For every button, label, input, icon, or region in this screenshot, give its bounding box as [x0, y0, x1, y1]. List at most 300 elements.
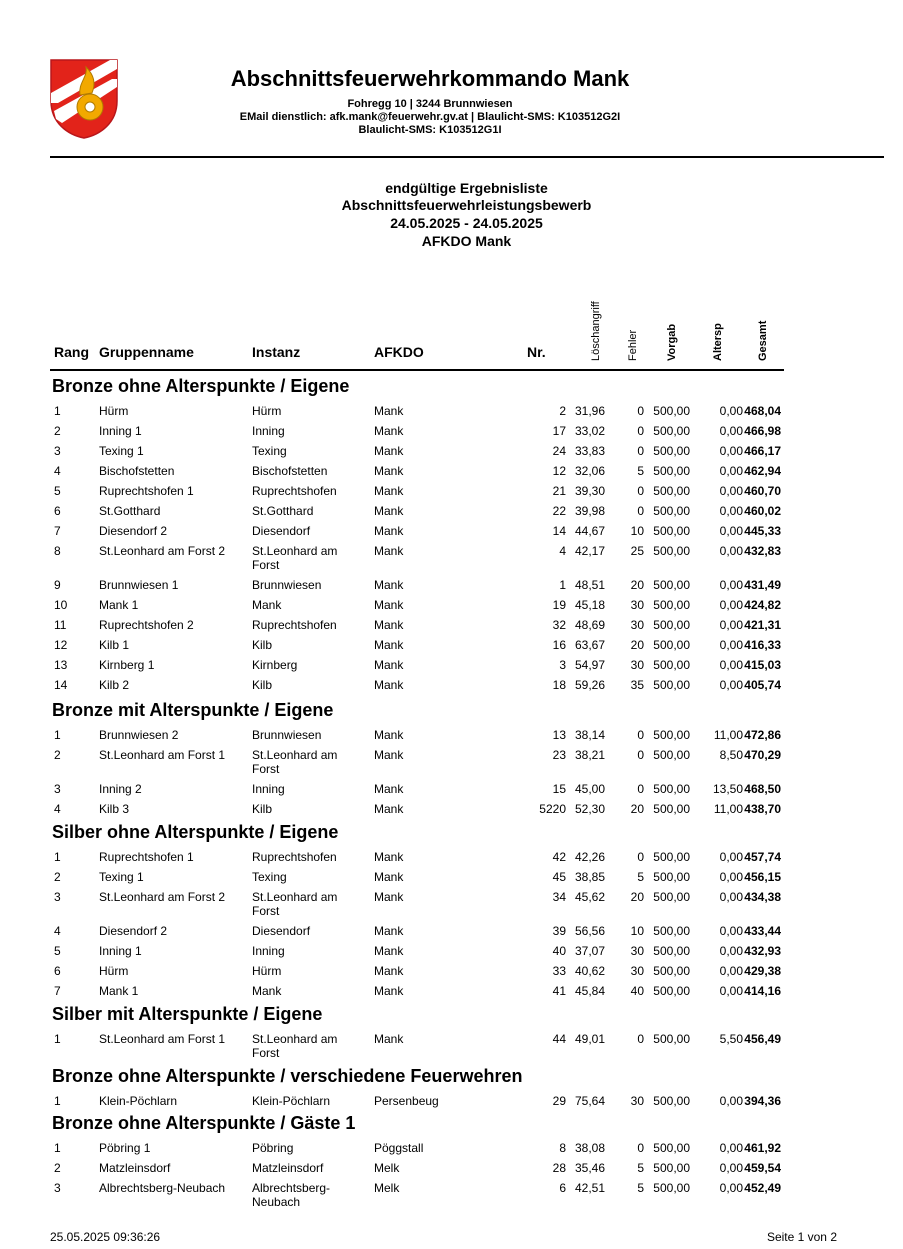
cell-fehler: 0 [637, 850, 644, 864]
cell-altersp: 0,00 [719, 504, 743, 518]
cell-rang: 2 [54, 870, 61, 884]
cell-gruppenname: Kilb 1 [99, 638, 130, 652]
cell-fehler: 30 [630, 964, 644, 978]
cell-gesamt: 460,02 [744, 504, 781, 518]
cell-loeschangriff: 75,64 [574, 1094, 605, 1108]
cell-gesamt: 438,70 [744, 802, 781, 816]
cell-rang: 2 [54, 424, 61, 438]
cell-rang: 3 [54, 444, 61, 458]
cell-gruppenname: St.Leonhard am Forst 2 [99, 890, 226, 904]
header-rule [50, 156, 884, 158]
cell-fehler: 0 [637, 748, 644, 762]
page-number: Seite 1 von 2 [766, 1230, 837, 1244]
cell-altersp: 0,00 [719, 544, 743, 558]
cell-vorgabe: 500,00 [653, 748, 690, 762]
cell-loeschangriff: 56,56 [574, 924, 605, 938]
cell-gesamt: 456,15 [744, 870, 781, 884]
cell-gruppenname: Inning 1 [99, 944, 142, 958]
doc-title-line1: endgültige Ergebnisliste [385, 180, 548, 196]
cell-rang: 5 [54, 484, 61, 498]
cell-fehler: 30 [630, 618, 644, 632]
cell-nr: 19 [552, 598, 566, 612]
cell-loeschangriff: 31,96 [574, 404, 605, 418]
cell-afkdo: Mank [374, 544, 404, 558]
cell-loeschangriff: 38,85 [574, 870, 605, 884]
cell-altersp: 0,00 [719, 464, 743, 478]
cell-gruppenname: Hürm [99, 964, 129, 978]
org-title: Abschnittsfeuerwehrkommando Mank [230, 66, 630, 91]
cell-gruppenname: Hürm [99, 404, 129, 418]
cell-afkdo: Mank [374, 924, 404, 938]
cell-instanz: Matzleinsdorf [252, 1161, 324, 1175]
cell-gesamt: 431,49 [744, 578, 781, 592]
cell-gesamt: 424,82 [744, 598, 781, 612]
cell-afkdo: Mank [374, 802, 404, 816]
cell-loeschangriff: 42,26 [574, 850, 605, 864]
cell-instanz: St.Gotthard [252, 504, 314, 518]
cell-afkdo: Mank [374, 850, 404, 864]
cell-fehler: 5 [637, 464, 644, 478]
cell-instanz: St.Leonhard am Forst [252, 890, 338, 918]
cell-instanz: Ruprechtshofen [252, 618, 337, 632]
cell-loeschangriff: 40,62 [574, 964, 605, 978]
cell-nr: 32 [552, 618, 566, 632]
cell-afkdo: Mank [374, 944, 404, 958]
cell-gesamt: 432,83 [744, 544, 781, 558]
cell-gesamt: 415,03 [744, 658, 781, 672]
cell-gesamt: 468,50 [744, 782, 781, 796]
cell-altersp: 0,00 [719, 870, 743, 884]
cell-rang: 1 [54, 1094, 61, 1108]
cell-nr: 18 [552, 678, 566, 692]
cell-gesamt: 466,17 [744, 444, 781, 458]
cell-nr: 22 [552, 504, 566, 518]
cell-loeschangriff: 38,21 [574, 748, 605, 762]
cell-fehler: 5 [637, 1161, 644, 1175]
cell-gruppenname: Mank 1 [99, 598, 139, 612]
cell-fehler: 0 [637, 484, 644, 498]
cell-rang: 2 [54, 748, 61, 762]
cell-fehler: 0 [637, 1032, 644, 1046]
cell-vorgabe: 500,00 [653, 504, 690, 518]
cell-afkdo: Mank [374, 464, 404, 478]
cell-nr: 16 [552, 638, 566, 652]
cell-vorgabe: 500,00 [653, 1161, 690, 1175]
cell-gesamt: 470,29 [744, 748, 781, 762]
cell-altersp: 0,00 [719, 944, 743, 958]
cell-instanz: Mank [252, 598, 282, 612]
cell-fehler: 5 [637, 870, 644, 884]
cell-gesamt: 405,74 [744, 678, 781, 692]
cell-fehler: 5 [637, 1181, 644, 1195]
cell-instanz: Albrechtsberg-Neubach [252, 1181, 331, 1209]
cell-nr: 12 [552, 464, 566, 478]
cell-nr: 39 [552, 924, 566, 938]
cell-instanz: Ruprechtshofen [252, 484, 337, 498]
cell-instanz: Inning [252, 782, 285, 796]
cell-gruppenname: Kilb 2 [99, 678, 130, 692]
cell-gruppenname: Texing 1 [99, 444, 144, 458]
cell-rang: 6 [54, 964, 61, 978]
cell-loeschangriff: 33,83 [574, 444, 605, 458]
cell-afkdo: Mank [374, 524, 404, 538]
cell-loeschangriff: 45,00 [574, 782, 605, 796]
cell-vorgabe: 500,00 [653, 944, 690, 958]
print-timestamp: 25.05.2025 09:36:26 [50, 1230, 161, 1244]
cell-fehler: 0 [637, 424, 644, 438]
cell-nr: 8 [559, 1141, 566, 1155]
cell-altersp: 13,50 [712, 782, 743, 796]
cell-rang: 9 [54, 578, 61, 592]
cell-loeschangriff: 42,17 [574, 544, 605, 558]
cell-instanz: Bischofstetten [252, 464, 328, 478]
cell-gruppenname: Albrechtsberg-Neubach [99, 1181, 226, 1195]
cell-fehler: 20 [630, 802, 644, 816]
cell-altersp: 0,00 [719, 924, 743, 938]
cell-fehler: 30 [630, 1094, 644, 1108]
col-nr: Nr. [527, 344, 546, 360]
cell-instanz: Brunnwiesen [252, 578, 322, 592]
cell-instanz: Texing [252, 870, 287, 884]
cell-altersp: 0,00 [719, 444, 743, 458]
cell-fehler: 40 [630, 984, 644, 998]
cell-altersp: 0,00 [719, 484, 743, 498]
col-fehler: Fehler [627, 329, 639, 361]
cell-loeschangriff: 38,14 [574, 728, 605, 742]
cell-gruppenname: St.Leonhard am Forst 1 [99, 748, 226, 762]
cell-loeschangriff: 45,18 [574, 598, 605, 612]
cell-fehler: 20 [630, 578, 644, 592]
cell-instanz: St.Leonhard am Forst [252, 544, 338, 572]
fire-brigade-logo [50, 59, 118, 139]
cell-vorgabe: 500,00 [653, 890, 690, 904]
cell-afkdo: Mank [374, 890, 404, 904]
cell-gruppenname: Diesendorf 2 [99, 924, 168, 938]
cell-afkdo: Mank [374, 618, 404, 632]
cell-instanz: Inning [252, 944, 285, 958]
cell-nr: 21 [552, 484, 566, 498]
cell-nr: 3 [559, 658, 566, 672]
cell-nr: 1 [559, 578, 566, 592]
cell-altersp: 11,00 [713, 802, 743, 816]
cell-nr: 24 [552, 444, 566, 458]
cell-nr: 29 [552, 1094, 566, 1108]
cell-gesamt: 434,38 [744, 890, 781, 904]
cell-vorgabe: 500,00 [653, 598, 690, 612]
cell-loeschangriff: 59,26 [574, 678, 605, 692]
org-sms: Blaulicht-SMS: K103512G1I [358, 124, 502, 136]
cell-rang: 1 [54, 1032, 61, 1046]
section-heading: Bronze mit Alterspunkte / Eigene [52, 700, 334, 720]
cell-rang: 1 [54, 1141, 61, 1155]
cell-vorgabe: 500,00 [653, 424, 690, 438]
cell-vorgabe: 500,00 [653, 1181, 690, 1195]
cell-gruppenname: Bischofstetten [99, 464, 175, 478]
cell-rang: 8 [54, 544, 61, 558]
cell-rang: 12 [54, 638, 68, 652]
cell-gesamt: 433,44 [744, 924, 781, 938]
cell-gruppenname: Texing 1 [99, 870, 144, 884]
cell-loeschangriff: 38,08 [574, 1141, 605, 1155]
cell-afkdo: Mank [374, 964, 404, 978]
cell-altersp: 8,50 [719, 748, 743, 762]
cell-altersp: 0,00 [719, 964, 743, 978]
cell-vorgabe: 500,00 [653, 870, 690, 884]
cell-afkdo: Persenbeug [374, 1094, 439, 1108]
cell-loeschangriff: 45,62 [574, 890, 605, 904]
cell-rang: 2 [54, 1161, 61, 1175]
section-heading: Bronze ohne Alterspunkte / verschiedene Feuerwehren [52, 1066, 523, 1086]
cell-vorgabe: 500,00 [653, 464, 690, 478]
cell-vorgabe: 500,00 [653, 578, 690, 592]
cell-nr: 13 [552, 728, 566, 742]
cell-gesamt: 459,54 [744, 1161, 781, 1175]
cell-gesamt: 445,33 [744, 524, 781, 538]
cell-fehler: 35 [630, 678, 644, 692]
cell-rang: 5 [54, 944, 61, 958]
cell-nr: 15 [552, 782, 566, 796]
cell-instanz: Hürm [252, 964, 282, 978]
cell-afkdo: Pöggstall [374, 1141, 424, 1155]
cell-altersp: 0,00 [719, 984, 743, 998]
cell-nr: 33 [552, 964, 566, 978]
cell-vorgabe: 500,00 [653, 618, 690, 632]
cell-altersp: 0,00 [719, 424, 743, 438]
cell-gesamt: 456,49 [744, 1032, 781, 1046]
cell-vorgabe: 500,00 [653, 1094, 690, 1108]
doc-title-line4: AFKDO Mank [421, 233, 512, 249]
cell-gruppenname: Ruprechtshofen 1 [99, 484, 194, 498]
cell-instanz: Pöbring [252, 1141, 294, 1155]
cell-gesamt: 429,38 [744, 964, 781, 978]
cell-vorgabe: 500,00 [653, 782, 690, 796]
cell-gruppenname: St.Gotthard [99, 504, 161, 518]
cell-nr: 42 [552, 850, 566, 864]
cell-afkdo: Melk [374, 1161, 400, 1175]
cell-gruppenname: Ruprechtshofen 2 [99, 618, 194, 632]
cell-vorgabe: 500,00 [653, 728, 690, 742]
cell-gruppenname: St.Leonhard am Forst 2 [99, 544, 226, 558]
cell-afkdo: Mank [374, 678, 404, 692]
cell-gesamt: 394,36 [744, 1094, 781, 1108]
cell-gruppenname: Kilb 3 [99, 802, 130, 816]
cell-instanz: Kirnberg [252, 658, 298, 672]
cell-altersp: 0,00 [719, 638, 743, 652]
cell-afkdo: Mank [374, 424, 404, 438]
cell-vorgabe: 500,00 [653, 678, 690, 692]
cell-gruppenname: Inning 2 [99, 782, 142, 796]
cell-instanz: Kilb [252, 802, 273, 816]
cell-instanz: Kilb [252, 678, 273, 692]
cell-rang: 11 [54, 618, 67, 632]
section-heading: Silber ohne Alterspunkte / Eigene [52, 822, 339, 842]
cell-loeschangriff: 54,97 [574, 658, 605, 672]
cell-nr: 4 [559, 544, 566, 558]
cell-fehler: 0 [637, 444, 644, 458]
cell-loeschangriff: 33,02 [574, 424, 605, 438]
cell-gruppenname: Diesendorf 2 [99, 524, 168, 538]
cell-gruppenname: Matzleinsdorf [99, 1161, 171, 1175]
section-heading: Silber mit Alterspunkte / Eigene [52, 1004, 323, 1024]
cell-loeschangriff: 42,51 [574, 1181, 605, 1195]
cell-vorgabe: 500,00 [653, 638, 690, 652]
cell-instanz: Mank [252, 984, 282, 998]
cell-gesamt: 466,98 [744, 424, 781, 438]
cell-vorgabe: 500,00 [653, 1032, 690, 1046]
cell-vorgabe: 500,00 [653, 404, 690, 418]
col-instanz: Instanz [252, 344, 301, 360]
cell-fehler: 20 [630, 890, 644, 904]
cell-gesamt: 462,94 [744, 464, 781, 478]
cell-altersp: 5,50 [719, 1032, 743, 1046]
cell-loeschangriff: 52,30 [574, 802, 605, 816]
cell-fehler: 10 [630, 924, 644, 938]
cell-gruppenname: Kirnberg 1 [99, 658, 155, 672]
cell-rang: 1 [54, 404, 61, 418]
col-gruppenname: Gruppenname [99, 344, 194, 360]
cell-vorgabe: 500,00 [653, 484, 690, 498]
cell-instanz: Inning [252, 424, 285, 438]
cell-gesamt: 414,16 [744, 984, 781, 998]
cell-altersp: 0,00 [719, 890, 743, 904]
cell-nr: 5220 [539, 802, 566, 816]
cell-gesamt: 461,92 [744, 1141, 781, 1155]
cell-gruppenname: Inning 1 [99, 424, 142, 438]
cell-fehler: 30 [630, 944, 644, 958]
table-header-rule [50, 369, 784, 371]
cell-altersp: 0,00 [719, 524, 743, 538]
cell-nr: 2 [559, 404, 566, 418]
cell-altersp: 0,00 [719, 1181, 743, 1195]
cell-gruppenname: Mank 1 [99, 984, 139, 998]
cell-afkdo: Mank [374, 504, 404, 518]
cell-altersp: 0,00 [719, 850, 743, 864]
cell-gruppenname: Klein-Pöchlarn [99, 1094, 178, 1108]
col-vorgabe: Vorgab [666, 323, 678, 361]
cell-gesamt: 468,04 [744, 404, 781, 418]
doc-title-line2: Abschnittsfeuerwehrleistungsbewerb [341, 197, 592, 213]
cell-instanz: Hürm [252, 404, 282, 418]
cell-vorgabe: 500,00 [653, 1141, 690, 1155]
cell-loeschangriff: 45,84 [574, 984, 605, 998]
org-contact: EMail dienstlich: afk.mank@feuerwehr.gv.at | Blaulicht-SMS: K103512G2I [239, 111, 621, 123]
col-gesamt: Gesamt [757, 320, 769, 361]
cell-afkdo: Mank [374, 484, 404, 498]
cell-rang: 4 [54, 802, 61, 816]
cell-rang: 14 [54, 678, 68, 692]
cell-instanz: Diesendorf [252, 924, 311, 938]
cell-altersp: 0,00 [719, 658, 743, 672]
cell-nr: 44 [552, 1032, 566, 1046]
cell-gesamt: 472,86 [744, 728, 781, 742]
cell-loeschangriff: 49,01 [574, 1032, 605, 1046]
cell-afkdo: Mank [374, 404, 404, 418]
cell-altersp: 11,00 [713, 728, 743, 742]
cell-loeschangriff: 35,46 [574, 1161, 605, 1175]
cell-vorgabe: 500,00 [653, 544, 690, 558]
org-address: Fohregg 10 | 3244 Brunnwiesen [347, 98, 513, 110]
cell-vorgabe: 500,00 [653, 984, 690, 998]
cell-rang: 3 [54, 890, 61, 904]
cell-loeschangriff: 39,98 [574, 504, 605, 518]
cell-afkdo: Melk [374, 1181, 400, 1195]
cell-fehler: 0 [637, 504, 644, 518]
cell-gruppenname: St.Leonhard am Forst 1 [99, 1032, 226, 1046]
cell-rang: 6 [54, 504, 61, 518]
cell-instanz: Diesendorf [252, 524, 311, 538]
cell-instanz: Kilb [252, 638, 273, 652]
cell-fehler: 10 [630, 524, 644, 538]
cell-afkdo: Mank [374, 1032, 404, 1046]
cell-rang: 1 [54, 728, 61, 742]
doc-title-line3: 24.05.2025 - 24.05.2025 [390, 215, 543, 231]
section-heading: Bronze ohne Alterspunkte / Eigene [52, 376, 350, 396]
cell-fehler: 30 [630, 658, 644, 672]
cell-loeschangriff: 37,07 [574, 944, 605, 958]
cell-afkdo: Mank [374, 658, 404, 672]
cell-rang: 1 [54, 850, 61, 864]
cell-gesamt: 432,93 [744, 944, 781, 958]
cell-rang: 10 [54, 598, 68, 612]
cell-fehler: 0 [637, 404, 644, 418]
cell-vorgabe: 500,00 [653, 444, 690, 458]
cell-instanz: Texing [252, 444, 287, 458]
cell-altersp: 0,00 [719, 1161, 743, 1175]
cell-loeschangriff: 44,67 [574, 524, 605, 538]
cell-instanz: St.Leonhard am Forst [252, 1032, 338, 1060]
cell-vorgabe: 500,00 [653, 802, 690, 816]
cell-fehler: 0 [637, 1141, 644, 1155]
cell-afkdo: Mank [374, 578, 404, 592]
cell-rang: 3 [54, 782, 61, 796]
cell-gruppenname: Pöbring 1 [99, 1141, 151, 1155]
cell-nr: 6 [559, 1181, 566, 1195]
cell-altersp: 0,00 [719, 1141, 743, 1155]
cell-rang: 7 [54, 984, 61, 998]
cell-fehler: 25 [630, 544, 644, 558]
cell-loeschangriff: 48,51 [574, 578, 605, 592]
cell-vorgabe: 500,00 [653, 524, 690, 538]
col-altersp: Altersp [712, 323, 724, 361]
col-afkdo: AFKDO [374, 344, 424, 360]
cell-altersp: 0,00 [719, 578, 743, 592]
cell-altersp: 0,00 [719, 618, 743, 632]
cell-gesamt: 457,74 [744, 850, 781, 864]
cell-loeschangriff: 32,06 [574, 464, 605, 478]
cell-nr: 17 [552, 424, 566, 438]
cell-altersp: 0,00 [719, 598, 743, 612]
cell-nr: 45 [552, 870, 566, 884]
col-loeschangriff: Löschangriff [590, 301, 602, 361]
section-heading: Bronze ohne Alterspunkte / Gäste 1 [52, 1113, 356, 1133]
cell-fehler: 0 [637, 782, 644, 796]
cell-nr: 14 [552, 524, 566, 538]
cell-afkdo: Mank [374, 598, 404, 612]
cell-afkdo: Mank [374, 782, 404, 796]
cell-gesamt: 416,33 [744, 638, 781, 652]
cell-nr: 34 [552, 890, 566, 904]
cell-instanz: St.Leonhard am Forst [252, 748, 338, 776]
cell-loeschangriff: 63,67 [574, 638, 605, 652]
cell-nr: 28 [552, 1161, 566, 1175]
cell-afkdo: Mank [374, 984, 404, 998]
cell-fehler: 30 [630, 598, 644, 612]
cell-instanz: Klein-Pöchlarn [252, 1094, 331, 1108]
cell-nr: 40 [552, 944, 566, 958]
cell-afkdo: Mank [374, 870, 404, 884]
cell-vorgabe: 500,00 [653, 658, 690, 672]
cell-gruppenname: Brunnwiesen 2 [99, 728, 179, 742]
